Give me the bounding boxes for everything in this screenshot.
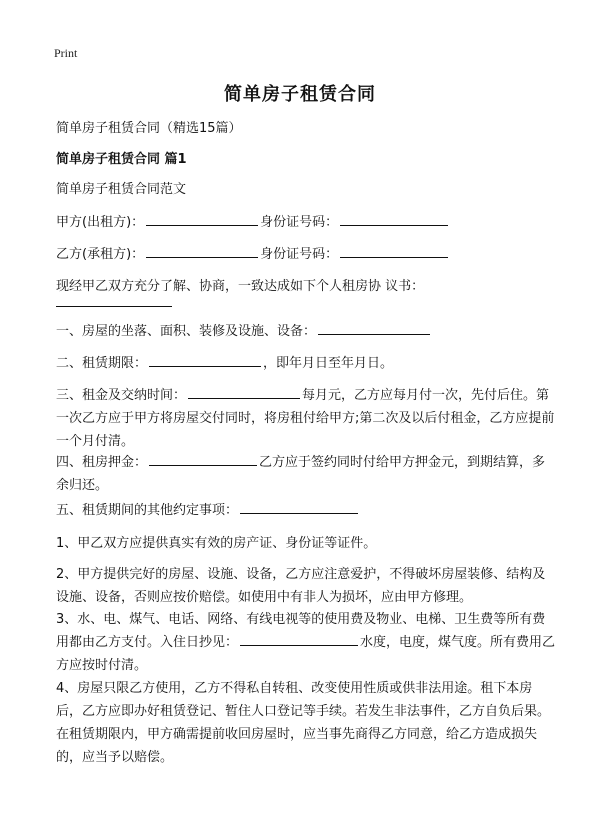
sample-label: 简单房子租赁合同范文 (56, 182, 187, 197)
item-2: 2、甲方提供完好的房屋、设施、设备，乙方应注意爱护，不得破坏房屋装修、结构及设施、设备，否则应按价赔偿。如使用中有非人为损坏，应由甲方修理。 (56, 567, 546, 605)
clause-2 (56, 352, 556, 375)
clause-3-pre: 三、租金及交纳时间： (56, 388, 187, 403)
section-heading: 简单房子租赁合同 篇1 (56, 152, 187, 167)
party-b-name-blank (146, 243, 258, 258)
agreement-intro: 现经甲乙双方充分了解、协商，一致达成如下个人租房协 议书： (56, 279, 425, 294)
party-a-id-blank (340, 211, 448, 226)
clause-3-post: 每月元，乙方应每月付一次，先付后住。第一次乙方应于甲方将房屋交付同时，将房租付给甲方;第二次及以后付租金，乙方应提前一个月付清。 (56, 388, 555, 449)
item-3-blank (240, 631, 358, 646)
clause-3 (56, 384, 556, 453)
party-b-id-blank (340, 243, 448, 258)
document-subtitle: 简单房子租赁合同（精选15篇） (56, 121, 242, 136)
party-b-label: 乙方(承租方)： (56, 247, 145, 262)
clause-3-blank (188, 384, 300, 399)
print-label[interactable]: Print (54, 46, 78, 60)
clause-1-text: 一、房屋的坐落、面积、装修及设施、设备： (56, 324, 317, 339)
clause-2-pre: 二、租赁期限： (56, 356, 148, 371)
clause-4-blank (149, 451, 257, 466)
clause-5 (56, 499, 556, 522)
party-a-id-label: 身份证号码： (260, 215, 339, 230)
clause-4 (56, 451, 556, 497)
party-b-id-label: 身份证号码： (260, 247, 339, 262)
clause-4-pre: 四、租房押金： (56, 455, 148, 470)
document-title: 简单房子租赁合同 (224, 84, 376, 105)
item-1: 1、甲乙双方应提供真实有效的房产证、身份证等证件。 (56, 536, 377, 551)
item-3 (56, 608, 556, 677)
signature-blank-line (56, 306, 172, 307)
item-4: 4、房屋只限乙方使用，乙方不得私自转租、改变使用性质或供非法用途。租下本房后，乙方应即办好租赁登记、暂住人口登记等手续。若发生非法事件，乙方自负后果。在租赁期限内，甲方确需提前收回房屋时，应当事先商得乙方同意，给乙方造成损失的，应当予以赔偿。 (56, 681, 551, 765)
clause-1-blank (318, 320, 430, 335)
clause-5-text: 五、租赁期间的其他约定事项： (56, 503, 239, 518)
party-a-name-blank (146, 211, 258, 226)
item-3-pre: 3、水、电、煤气、电话、网络、有线电视等的使用费及物业、电梯、卫生费等所有费用都由乙方支付。入住日抄见： (56, 612, 546, 650)
clause-1 (56, 320, 556, 343)
clause-5-blank (240, 499, 358, 514)
party-a-line (56, 211, 556, 234)
clause-2-blank (149, 352, 261, 367)
item-3-post: 水度，电度，煤气度。所有费用乙方应按时付清。 (56, 635, 556, 673)
clause-4-post: 乙方应于签约同时付给甲方押金元，到期结算，多余归还。 (56, 455, 546, 493)
party-b-line (56, 243, 556, 266)
party-a-label: 甲方(出租方)： (56, 215, 145, 230)
clause-2-post: ，即年月日至年月日。 (263, 356, 394, 371)
